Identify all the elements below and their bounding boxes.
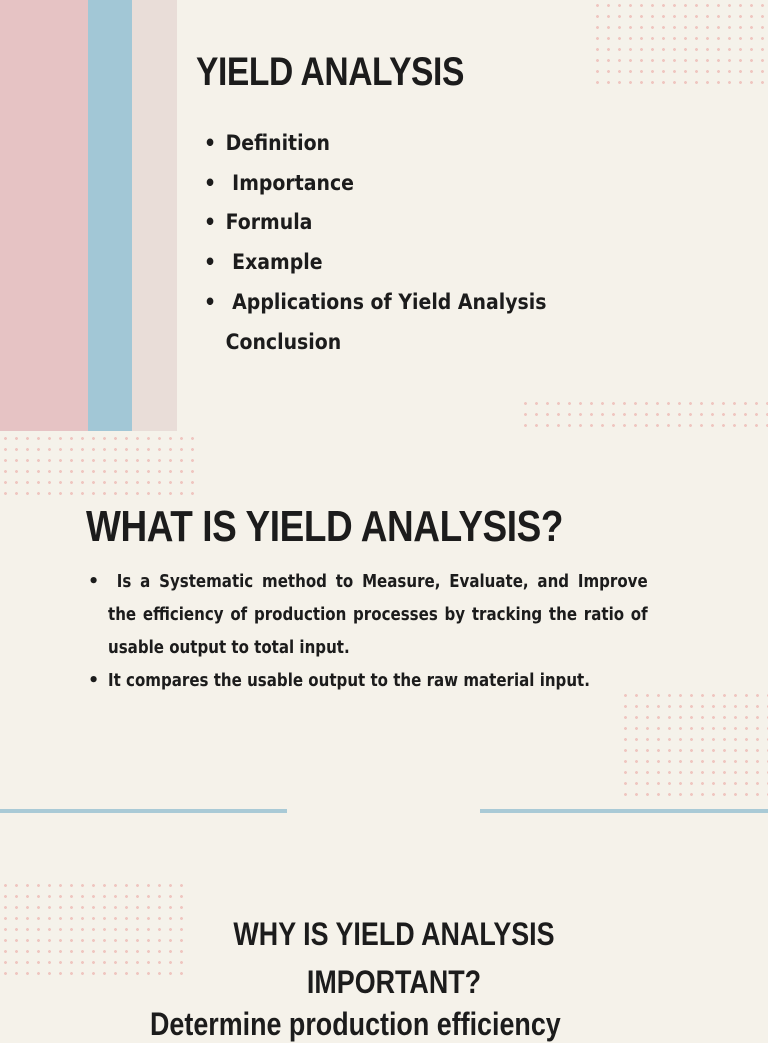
agenda-item-label: Importance [225, 170, 355, 195]
agenda-item-formula [204, 203, 547, 243]
slide-title-yield-analysis: YIELD ANALYSIS [196, 50, 464, 94]
section-title-why-important [63, 910, 725, 1006]
section-title-line: IMPORTANT? [306, 964, 482, 1000]
definition-point [86, 665, 649, 698]
bullet-marker: • [204, 250, 217, 275]
decorative-stripe-blue [88, 0, 132, 431]
section-divider-left [0, 809, 287, 813]
section-divider-right [480, 809, 768, 813]
agenda-item-label: Applications of Yield Analysis [225, 289, 547, 314]
dot-pattern-mid-right [520, 398, 768, 434]
bullet-marker: • [88, 572, 100, 592]
agenda-item-applications [204, 283, 547, 323]
dot-pattern-mid-left [0, 433, 200, 499]
partial-heading-cut-off: Determine production efficiency [150, 1006, 561, 1042]
section-title-line: WHY IS YIELD ANALYSIS [233, 916, 555, 952]
bullet-marker: • [204, 170, 217, 195]
agenda-item-label: Definition [225, 131, 331, 155]
definition-point-text: Is a Systematic method to Measure, Evaluate, and Improve the efficiency of production processes by tracking the ratio of usable output to total input. [108, 572, 653, 658]
agenda-item-label: Formula [225, 210, 313, 235]
bullet-marker: • [204, 131, 217, 155]
agenda-item-importance [204, 164, 547, 204]
bullet-marker: • [88, 671, 100, 691]
bullet-marker: • [204, 210, 217, 235]
agenda-item-conclusion [204, 323, 547, 363]
agenda-item-definition [204, 124, 547, 164]
decorative-stripe-beige [132, 0, 177, 431]
dot-pattern-lower-right [620, 690, 768, 800]
definition-point [86, 566, 653, 665]
agenda-list [204, 124, 547, 362]
agenda-item-example [204, 243, 547, 283]
decorative-stripe-pink [0, 0, 88, 431]
section-title-what-is-yield-analysis: WHAT IS YIELD ANALYSIS? [86, 502, 564, 551]
bullet-marker: • [204, 289, 217, 314]
definition-points-list [86, 566, 653, 698]
dot-pattern-top-right [592, 0, 768, 92]
agenda-item-label: Conclusion [225, 329, 342, 354]
agenda-item-label: Example [225, 250, 323, 275]
definition-point-text: It compares the usable output to the raw material input. [108, 671, 590, 691]
